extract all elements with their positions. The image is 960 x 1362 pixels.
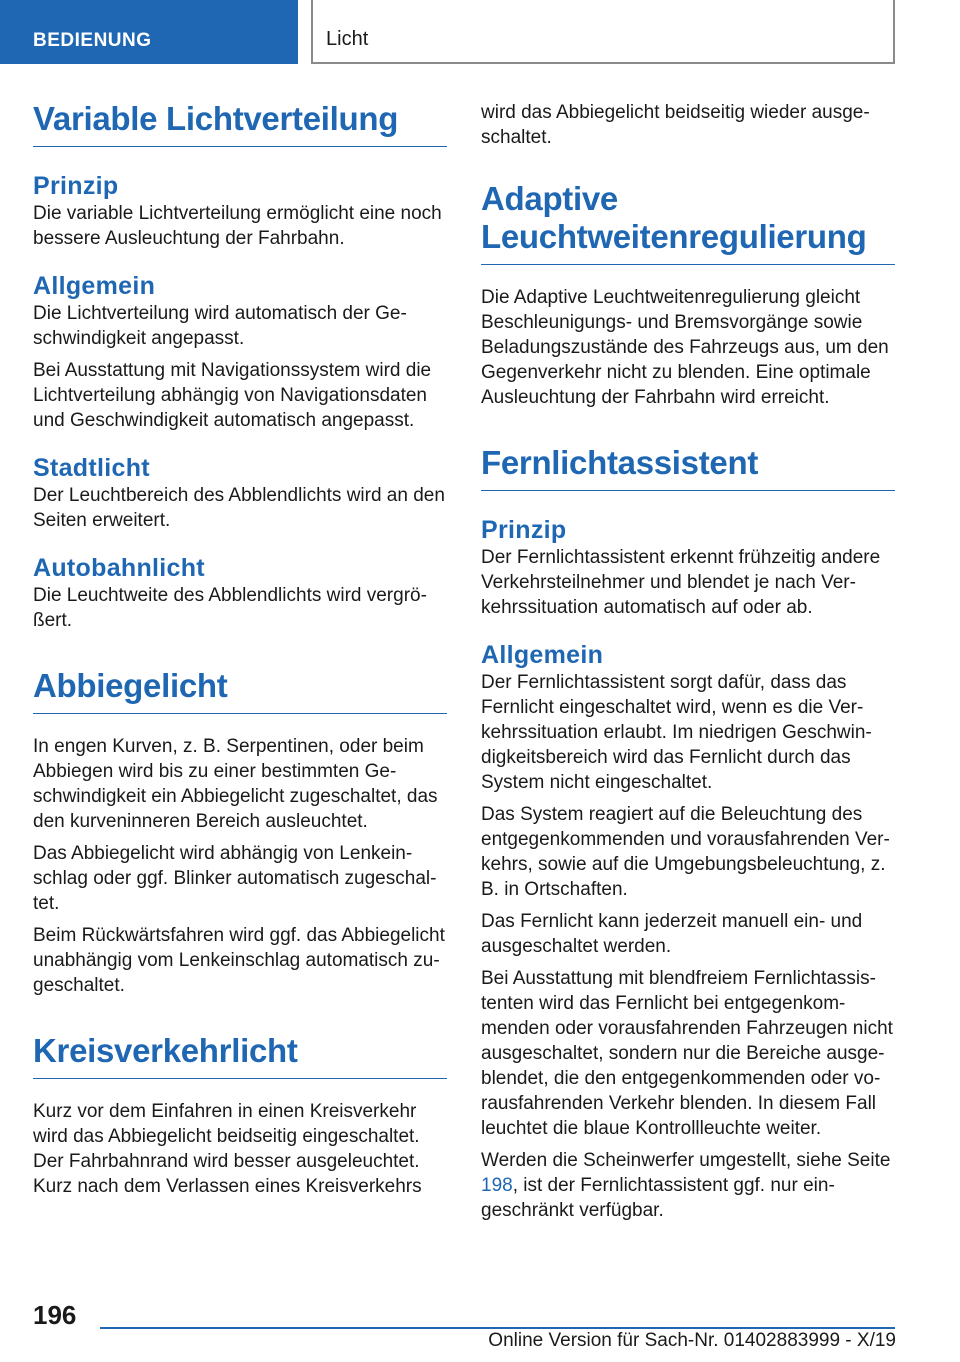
subheading-autobahnlicht: Autobahnlicht (33, 554, 205, 582)
paragraph: Die variable Lichtverteilung ermöglicht eine noch bessere Ausleuchtung der Fahrbahn. (33, 203, 442, 249)
paragraph: Bei Ausstattung mit blendfreiem Fernlichtassistenten wird das Fernlicht bei entgegenkommenden oder vorausfahrenden Fahrzeugen nicht ausgeschaltet, sondern nur die Bereiche ausgeblendet, die den entgegenkommenden oder vorausfahrenden Verkehr blenden. In diesem Fall leuchtet die blaue Kontrollleuchte weiter. (481, 968, 893, 1139)
subheading-prinzip: Prinzip (481, 516, 567, 544)
footer-online-version: Online Version für Sach-Nr. 01402883999 - X/19 (488, 1330, 896, 1351)
paragraph: Der Leuchtbereich des Abblendlichts wird an den Seiten erweitert. (33, 485, 445, 531)
subheading-allgemein: Allgemein (33, 272, 156, 300)
paragraph: Das Abbiegelicht wird abhängig von Lenkeinschlag oder ggf. Blinker automatisch zugeschaltet. (33, 843, 437, 914)
paragraph: wird das Abbiegelicht beidseitig wieder ausgeschaltet. (481, 102, 870, 148)
paragraph (481, 1148, 895, 1223)
heading-fernlichtassistent: Fernlichtassistent (481, 444, 895, 491)
chapter-label: Licht (326, 28, 369, 50)
subheading-stadtlicht: Stadtlicht (33, 454, 150, 482)
heading-adaptive-leuchtweitenregulierung: Adaptive Leuchtweitenregulierung (481, 180, 895, 265)
paragraph: Bei Ausstattung mit Navigationssystem wird die Lichtverteilung abhängig von Navigationsdaten und Geschwindigkeit automatisch angepasst. (33, 360, 432, 431)
left-column (33, 100, 447, 1206)
paragraph: Der Fernlichtassistent sorgt dafür, dass das Fernlicht eingeschaltet wird, wenn es die Verkehrssituation erlaubt. Im niedrigen Geschwindigkeitsbereich wird das Fernlicht durch das System nicht eingeschaltet. (481, 672, 872, 793)
heading-abbiegelicht: Abbiegelicht (33, 667, 447, 714)
section-tab (0, 0, 298, 64)
footer-divider (100, 1327, 895, 1329)
paragraph: Die Adaptive Leuchtweitenregulierung gleicht Beschleunigungs- und Bremsvorgänge sowie Beladungszustände des Fahrzeugs aus, um den Gegenverkehr nicht zu blenden. Eine optimale Ausleuchtung der Fahrbahn wird erreicht. (481, 287, 889, 408)
paragraph: Das System reagiert auf die Beleuchtung des entgegenkommenden und vorausfahrenden Verkehrs, sowie auf die Umgebungsbeleuchtung, z. B. in Ortschaften. (481, 804, 890, 900)
heading-kreisverkehrlicht: Kreisverkehrlicht (33, 1032, 447, 1079)
page-number: 196 (33, 1300, 77, 1330)
heading-variable-lichtverteilung: Variable Lichtverteilung (33, 100, 447, 147)
section-label: BEDIENUNG (33, 30, 152, 51)
paragraph: Die Leuchtweite des Abblendlichts wird vergrößert. (33, 585, 427, 631)
paragraph: Der Fernlichtassistent erkennt frühzeitig andere Verkehrsteilnehmer und blendet je nach Verkehrssituation automatisch auf oder ab. (481, 547, 881, 618)
paragraph: Kurz vor dem Einfahren in einen Kreisverkehr wird das Abbiegelicht beidseitig eingeschaltet. Der Fahrbahnrand wird besser ausgeleuchtet. Kurz nach dem Verlassen eines Kreisverkehrs (33, 1101, 422, 1197)
paragraph: In engen Kurven, z. B. Serpentinen, oder beim Abbiegen wird bis zu einer bestimmten Geschwindigkeit ein Abbiegelicht zugeschaltet, das den kurveninneren Bereich ausleuchtet. (33, 736, 438, 832)
paragraph: Beim Rückwärtsfahren wird ggf. das Abbiegelicht unabhängig vom Lenkeinschlag automatisch zugeschaltet. (33, 925, 445, 996)
subheading-prinzip: Prinzip (33, 172, 119, 200)
subheading-allgemein: Allgemein (481, 641, 604, 669)
paragraph: Das Fernlicht kann jederzeit manuell ein- und ausgeschaltet werden. (481, 911, 863, 957)
text: Werden die Scheinwerfer umgestellt, siehe Seite (481, 1150, 891, 1171)
right-column (481, 100, 895, 1230)
text: , ist der Fernlichtassistent ggf. nur eingeschränkt verfügbar. (481, 1175, 835, 1221)
paragraph: Die Lichtverteilung wird automatisch der Geschwindigkeit angepasst. (33, 303, 407, 349)
page-reference-link[interactable]: 198 (481, 1175, 513, 1196)
chapter-header (311, 0, 895, 64)
